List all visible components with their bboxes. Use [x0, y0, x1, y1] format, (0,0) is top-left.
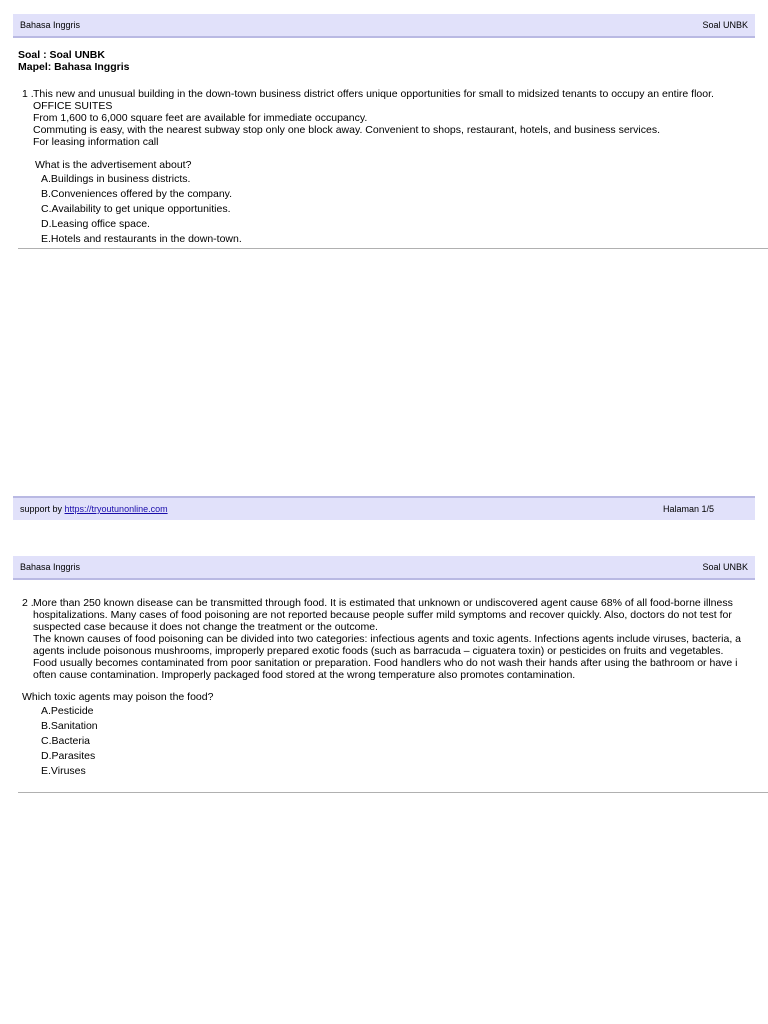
answer-option[interactable]: A.Pesticide — [41, 705, 94, 717]
answer-options — [41, 705, 98, 780]
header-exam: Soal UNBK — [702, 20, 748, 30]
page-number: Halaman 1/5 — [663, 504, 715, 514]
question-line: More than 250 known disease can be transmitted through food. It is estimated that unknown or undiscovered agent cause 68% of all food-borne illness — [33, 597, 733, 609]
support-text — [20, 504, 168, 514]
support-link[interactable]: https://tryoutunonline.com — [64, 504, 168, 514]
answer-option[interactable]: E.Viruses — [41, 765, 86, 777]
question-line: Food usually becomes contaminated from poor sanitation or preparation. Food handlers who do not wash their hands after using the bathroom or have i — [33, 657, 738, 669]
question-number: 1 . — [22, 88, 34, 100]
header-subject: Bahasa Inggris — [20, 20, 81, 30]
header-subject: Bahasa Inggris — [20, 562, 81, 572]
answer-option[interactable]: E.Hotels and restaurants in the down-town. — [41, 233, 242, 245]
answer-option[interactable]: B.Conveniences offered by the company. — [41, 188, 233, 200]
question-line: This new and unusual building in the down-town business district offers unique opportunities for small to midsized tenants to occupy an entire floor. — [33, 88, 714, 100]
question-line: often cause contamination. Improperly packaged food stored at the wrong temperature also promotes contamination. — [33, 669, 576, 681]
question-number: 2 . — [22, 597, 34, 609]
page1-header — [13, 14, 755, 38]
answer-option[interactable]: D.Leasing office space. — [41, 218, 150, 230]
answer-option[interactable]: C.Availability to get unique opportunities. — [41, 203, 231, 215]
answer-options — [41, 173, 242, 248]
question-prompt: Which toxic agents may poison the food? — [22, 691, 214, 703]
page2-header — [13, 556, 755, 580]
mapel-title: Mapel: Bahasa Inggris — [18, 61, 130, 73]
soal-title: Soal : Soal UNBK — [18, 49, 105, 61]
question-text — [33, 88, 714, 148]
answer-option[interactable]: D.Parasites — [41, 750, 96, 762]
question-line: suspected case because it does not change the treatment or the outcome. — [33, 621, 378, 633]
answer-option[interactable]: A.Buildings in business districts. — [41, 173, 191, 185]
question-line: For leasing information call — [33, 136, 159, 148]
question-prompt: What is the advertisement about? — [35, 159, 192, 171]
divider — [18, 248, 768, 249]
question-line: hospitalizations. Many cases of food poisoning are not reported because people suffer mild symptoms and recover quickly. Also, doctors do not test for — [33, 609, 732, 621]
answer-option[interactable]: C.Bacteria — [41, 735, 91, 747]
divider — [18, 792, 768, 793]
question-text — [33, 597, 741, 681]
page1-footer — [13, 496, 755, 520]
header-exam: Soal UNBK — [702, 562, 748, 572]
question-line: agents include poisonous mushrooms, improperly prepared exotic foods (such as barracuda – ciguatera toxin) or pesticides on fruits and vegetables. — [33, 645, 724, 657]
exam-meta — [18, 49, 129, 73]
support-prefix: support by — [20, 504, 65, 514]
question-line: The known causes of food poisoning can be divided into two categories: infectious agents and toxic agents. Infections agents include viruses, bacteria, a — [33, 633, 742, 645]
question-line: OFFICE SUITES — [33, 100, 113, 112]
question-line: From 1,600 to 6,000 square feet are available for immediate occupancy. — [33, 112, 368, 124]
question-line: Commuting is easy, with the nearest subway stop only one block away. Convenient to shops, restaurant, hotels, and business services. — [33, 124, 661, 136]
answer-option[interactable]: B.Sanitation — [41, 720, 98, 732]
